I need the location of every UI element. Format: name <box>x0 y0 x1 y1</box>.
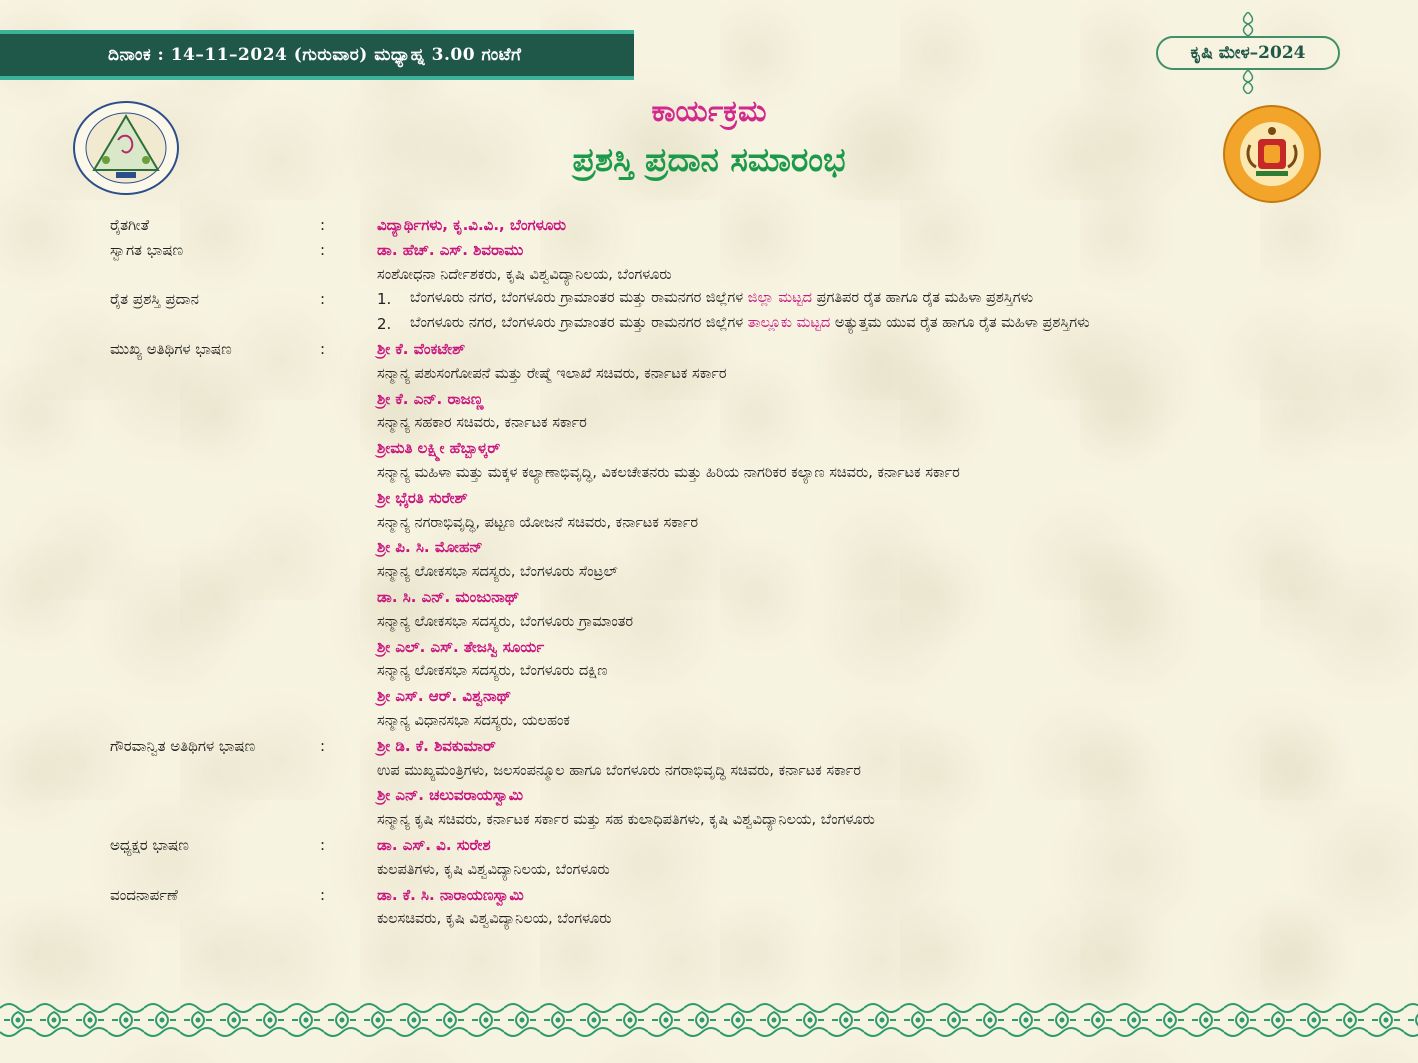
colon: : <box>320 290 326 309</box>
guest-designation: ಸನ್ಮಾನ್ಯ ಪಶುಸಂಗೋಪನೆ ಮತ್ತು ರೇಷ್ಮೆ ಇಲಾಖೆ ಸಚಿವರು, ಕರ್ನಾಟಕ ಸರ್ಕಾರ <box>377 365 727 382</box>
programme-item-chief-guests <box>0 340 1418 737</box>
programme-item-president <box>0 836 1418 886</box>
speaker-designation: ಸಂಶೋಧನಾ ನಿರ್ದೇಶಕರು, ಕೃಷಿ ವಿಶ್ವವಿದ್ಯಾನಿಲಯ, ಬೆಂಗಳೂರು <box>377 266 672 283</box>
guest-designation: ಸನ್ಮಾನ್ಯ ವಿಧಾನಸಭಾ ಸದಸ್ಯರು, ಯಲಹಂಕ <box>377 712 570 729</box>
guest-name: ಶ್ರೀ ಪಿ. ಸಿ. ಮೋಹನ್ <box>377 538 483 557</box>
guest-designation: ಸನ್ಮಾನ್ಯ ಲೋಕಸಭಾ ಸದಸ್ಯರು, ಬೆಂಗಳೂರು ದಕ್ಷಿಣ <box>377 663 608 680</box>
guest-name: ಶ್ರೀ ಡಿ. ಕೆ. ಶಿವಕುಮಾರ್ <box>377 736 496 755</box>
item-label: ಅಧ್ಯಕ್ಷರ ಭಾಷಣ <box>110 835 189 854</box>
guest-name: ಶ್ರೀ ಎಸ್. ಆರ್. ವಿಶ್ವನಾಥ್ <box>377 687 512 706</box>
programme-item-welcome <box>0 241 1418 291</box>
guest-name: ಶ್ರೀ ಕೆ. ಎನ್. ರಾಜಣ್ಣ <box>377 389 484 408</box>
programme-item-honoured-guests <box>0 737 1418 836</box>
performer-name: ವಿದ್ಯಾರ್ಥಿಗಳು, ಕೃ.ವಿ.ವಿ., ಬೆಂಗಳೂರು <box>377 216 566 234</box>
item-label: ಗೌರವಾನ್ವಿತ ಅತಿಥಿಗಳ ಭಾಷಣ <box>110 736 256 755</box>
award-text: ಬೆಂಗಳೂರು ನಗರ, ಬೆಂಗಳೂರು ಗ್ರಾಮಾಂತರ ಮತ್ತು ರಾಮನಗರ ಜಿಲ್ಲೆಗಳ ಜಿಲ್ಲಾ ಮಟ್ಟದ ಪ್ರಗತಿಪರ ರೈತ ಹಾಗೂ ರೈತ ಮಹಿಳಾ ಪ್ರಶಸ್ತಿಗಳು <box>410 290 1034 307</box>
floral-border-icon <box>0 1000 1418 1040</box>
guest-designation: ಸನ್ಮಾನ್ಯ ಲೋಕಸಭಾ ಸದಸ್ಯರು, ಬೆಂಗಳೂರು ಗ್ರಾಮಾಂತರ <box>377 613 634 630</box>
page-subtitle: ಪ್ರಶಸ್ತಿ ಪ್ರದಾನ ಸಮಾರಂಭ <box>572 140 846 179</box>
guest-name: ಶ್ರೀ ಭೈರತಿ ಸುರೇಶ್ <box>377 488 468 507</box>
colon: : <box>320 216 326 234</box>
award-level-highlight: ಜಿಲ್ಲಾ ಮಟ್ಟದ <box>747 290 812 307</box>
page-title: ಕಾರ್ಯಕ್ರಮ <box>651 94 767 129</box>
speaker-name: ಡಾ. ಕೆ. ಸಿ. ನಾರಾಯಣಸ್ವಾಮಿ <box>377 885 524 904</box>
item-label: ವಂದನಾರ್ಪಣೆ <box>110 885 178 904</box>
guest-name: ಶ್ರೀ ಕೆ. ವೆಂಕಟೇಶ್ <box>377 339 466 358</box>
guest-designation: ಉಪ ಮುಖ್ಯಮಂತ್ರಿಗಳು, ಜಲಸಂಪನ್ಮೂಲ ಹಾಗೂ ಬೆಂಗಳೂರು ನಗರಾಭಿವೃದ್ಧಿ ಸಚಿವರು, ಕರ್ನಾಟಕ ಸರ್ಕಾರ <box>377 762 861 779</box>
ornament-top-icon <box>1238 12 1258 36</box>
programme-item-vote-of-thanks <box>0 886 1418 936</box>
speaker-name: ಡಾ. ಹೆಚ್. ಎಸ್. ಶಿವರಾಮು <box>377 240 524 259</box>
award-number: 2. <box>377 315 392 334</box>
guest-name: ಶ್ರೀಮತಿ ಲಕ್ಷ್ಮೀ ಹೆಬ್ಬಾಳ್ಕರ್ <box>377 439 501 458</box>
item-label: ರೈತಗೀತೆ <box>110 216 150 234</box>
guest-designation: ಸನ್ಮಾನ್ಯ ನಗರಾಭಿವೃದ್ಧಿ, ಪಟ್ಟಣ ಯೋಜನೆ ಸಚಿವರು, ಕರ್ನಾಟಕ ಸರ್ಕಾರ <box>377 514 699 531</box>
ornament-bottom-icon <box>1238 70 1258 94</box>
guest-name: ಶ್ರೀ ಎಲ್. ಎಸ್. ತೇಜಸ್ವಿ ಸೂರ್ಯ <box>377 637 545 656</box>
award-text: ಬೆಂಗಳೂರು ನಗರ, ಬೆಂಗಳೂರು ಗ್ರಾಮಾಂತರ ಮತ್ತು ರಾಮನಗರ ಜಿಲ್ಲೆಗಳ ತಾಲ್ಲೂಕು ಮಟ್ಟದ ಅತ್ಯುತ್ತಮ ಯುವ ರೈತ ಹಾಗೂ ರೈತ ಮಹಿಳಾ ಪ್ರಶಸ್ತಿಗಳು <box>410 315 1090 332</box>
guest-designation: ಸನ್ಮಾನ್ಯ ಲೋಕಸಭಾ ಸದಸ್ಯರು, ಬೆಂಗಳೂರು ಸೆಂಟ್ರಲ್ <box>377 564 618 581</box>
speaker-designation: ಕುಲಪತಿಗಳು, ಕೃಷಿ ವಿಶ್ವವಿದ್ಯಾನಿಲಯ, ಬೆಂಗಳೂರು <box>377 861 610 878</box>
guest-name: ಡಾ. ಸಿ. ಎನ್. ಮಂಜುನಾಥ್ <box>377 587 520 606</box>
speaker-name: ಡಾ. ಎಸ್. ವಿ. ಸುರೇಶ <box>377 835 491 854</box>
item-label: ರೈತ ಪ್ರಶಸ್ತಿ ಪ್ರದಾನ <box>110 290 199 309</box>
item-label: ಮುಖ್ಯ ಅತಿಥಿಗಳ ಭಾಷಣ <box>110 339 232 358</box>
date-text: ದಿನಾಂಕ : 14–11–2024 (ಗುರುವಾರ) ಮಧ್ಯಾಹ್ನ 3.00 ಗಂಟೆಗೆ <box>108 45 522 65</box>
date-banner <box>0 30 634 80</box>
guest-designation: ಸನ್ಮಾನ್ಯ ಮಹಿಳಾ ಮತ್ತು ಮಕ್ಕಳ ಕಲ್ಯಾಣಾಭಿವೃದ್ಧಿ, ವಿಕಲಚೇತನರು ಮತ್ತು ಹಿರಿಯ ನಾಗರಿಕರ ಕಲ್ಯಾಣ ಸಚಿವರು, ಕರ್ನಾಟಕ ಸರ್ಕಾರ <box>377 464 960 481</box>
fair-badge <box>1156 12 1340 96</box>
speaker-designation: ಕುಲಸಚಿವರು, ಕೃಷಿ ವಿಶ್ವವಿದ್ಯಾನಿಲಯ, ಬೆಂಗಳೂರು <box>377 911 612 928</box>
award-number: 1. <box>377 290 392 309</box>
item-label: ಸ್ವಾಗತ ಭಾಷಣ <box>110 240 184 259</box>
guest-designation: ಸನ್ಮಾನ್ಯ ಕೃಷಿ ಸಚಿವರು, ಕರ್ನಾಟಕ ಸರ್ಕಾರ ಮತ್ತು ಸಹ ಕುಲಾಧಿಪತಿಗಳು, ಕೃಷಿ ವಿಶ್ವವಿದ್ಯಾನಿಲಯ, ಬೆಂಗಳೂರು <box>377 812 875 829</box>
guest-designation: ಸನ್ಮಾನ್ಯ ಸಹಕಾರ ಸಚಿವರು, ಕರ್ನಾಟಕ ಸರ್ಕಾರ <box>377 415 587 432</box>
colon: : <box>320 835 326 854</box>
colon: : <box>320 885 326 904</box>
programme-item-awards <box>0 290 1418 340</box>
programme-item-raitha-geethe <box>0 216 1418 241</box>
programme-list <box>0 216 1418 935</box>
colon: : <box>320 339 326 358</box>
award-level-highlight: ತಾಲ್ಲೂಕು ಮಟ್ಟದ <box>747 315 831 332</box>
guest-name: ಶ್ರೀ ಎನ್. ಚಲುವರಾಯಸ್ವಾಮಿ <box>377 786 524 805</box>
colon: : <box>320 240 326 259</box>
colon: : <box>320 736 326 755</box>
fair-badge-label: ಕೃಷಿ ಮೇಳ–2024 <box>1156 36 1340 70</box>
